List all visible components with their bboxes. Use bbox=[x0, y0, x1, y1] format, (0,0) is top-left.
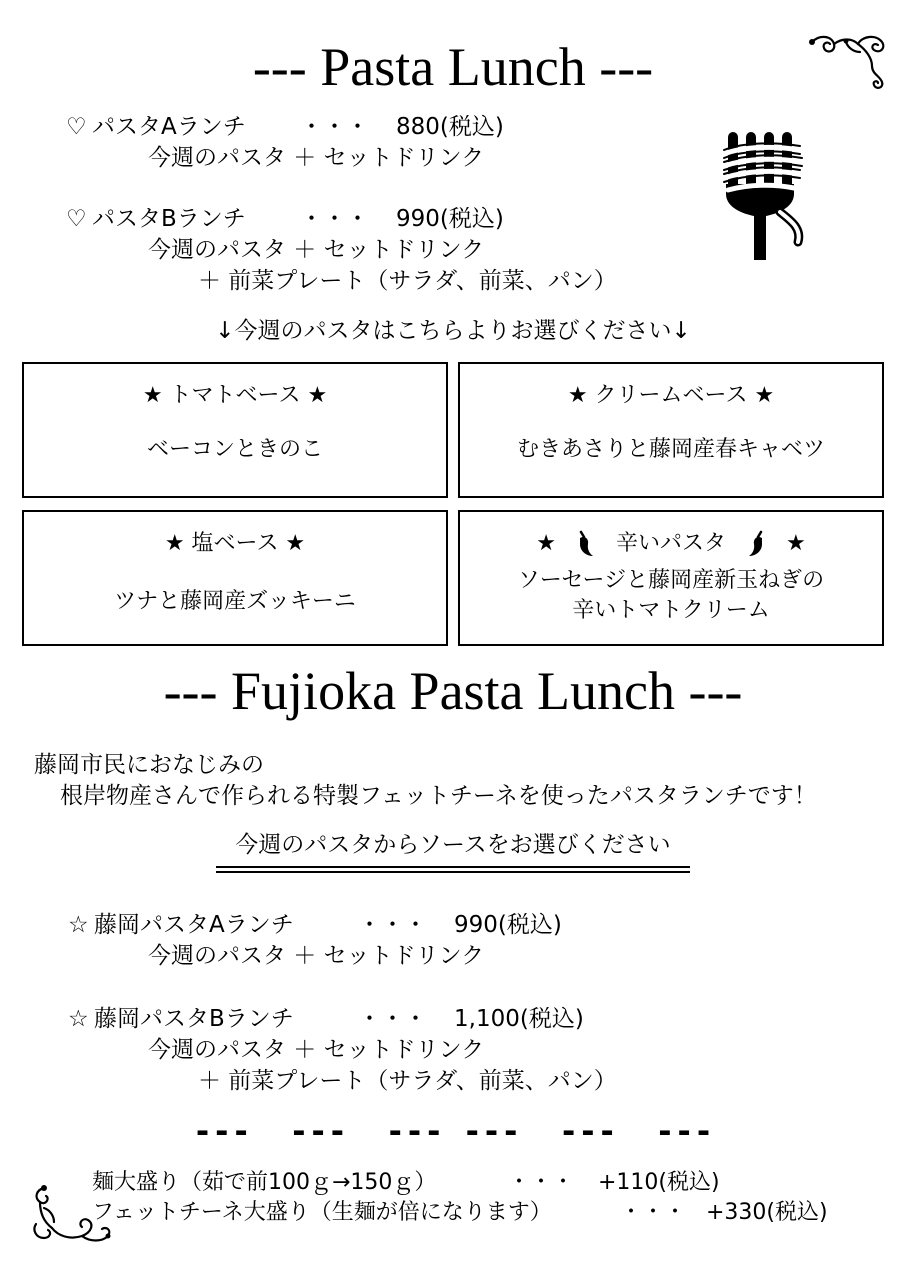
sauce-box-cream bbox=[458, 362, 884, 498]
section-divider: --- --- --- --- --- --- bbox=[192, 1112, 714, 1150]
extra-noodle-price: +110(税込) bbox=[598, 1170, 720, 1195]
item-detail-plate: ＋ 前菜プレート（サラダ、前菜、パン） bbox=[198, 268, 617, 294]
item-price: 990(税込) bbox=[454, 912, 562, 938]
item-detail: 今週のパスタ ＋ セットドリンク bbox=[148, 943, 485, 969]
item-name: 藤岡パスタAランチ bbox=[94, 912, 294, 938]
heart-icon: ♡ bbox=[66, 206, 87, 232]
item-price: 990(税込) bbox=[396, 206, 504, 232]
sauce-body: むきあさりと藤岡産春キャベツ bbox=[516, 437, 825, 462]
menu-item-fujioka-b bbox=[68, 1006, 294, 1034]
double-underline bbox=[216, 866, 690, 873]
star-outline-icon: ☆ bbox=[68, 1006, 89, 1032]
extra-fettuccine-price: +330(税込) bbox=[706, 1200, 828, 1225]
item-dots: ・・・ bbox=[300, 114, 369, 140]
sauce-body: ツナと藤岡産ズッキーニ bbox=[114, 589, 356, 614]
menu-item-pasta-a bbox=[66, 114, 246, 142]
item-dots: ・・・ bbox=[508, 1170, 575, 1195]
item-price: 880(税込) bbox=[396, 114, 504, 140]
item-name: 藤岡パスタBランチ bbox=[94, 1006, 294, 1032]
flourish-ornament-icon bbox=[30, 1184, 116, 1246]
item-dots: ・・・ bbox=[358, 1006, 427, 1032]
item-dots: ・・・ bbox=[620, 1200, 687, 1225]
chili-pepper-icon bbox=[575, 530, 597, 558]
heart-icon: ♡ bbox=[66, 114, 87, 140]
sauce-head-text: 辛いパスタ bbox=[615, 531, 726, 556]
item-detail: 今週のパスタ ＋ セットドリンク bbox=[148, 145, 485, 171]
item-price: 1,100(税込) bbox=[454, 1006, 584, 1032]
item-detail: 今週のパスタ ＋ セットドリンク bbox=[148, 237, 485, 263]
sauce-head bbox=[460, 526, 882, 558]
pasta-lunch-title: --- Pasta Lunch --- bbox=[252, 37, 654, 97]
menu-item-fujioka-a bbox=[68, 912, 294, 940]
sauce-box-salt bbox=[22, 510, 448, 646]
item-detail: 今週のパスタ ＋ セットドリンク bbox=[148, 1037, 485, 1063]
sauce-body: ソーセージと藤岡産新玉ねぎの bbox=[517, 568, 825, 593]
item-dots: ・・・ bbox=[358, 912, 427, 938]
sauce-body: ベーコンときのこ bbox=[146, 437, 323, 462]
fujioka-intro-2: 根岸物産さんで作られる特製フェットチーネを使ったパスタランチです！ bbox=[60, 783, 817, 809]
star-outline-icon: ☆ bbox=[68, 912, 89, 938]
item-dots: ・・・ bbox=[300, 206, 369, 232]
choose-note: ↓今週のパスタはこちらよりお選びください↓ bbox=[215, 318, 691, 344]
extra-noodle-label: 麺大盛り（茹で前100ｇ→150ｇ） bbox=[92, 1170, 437, 1195]
sauce-head: ★ 塩ベース ★ bbox=[164, 531, 306, 556]
sauce-head: ★ クリームベース ★ bbox=[567, 383, 775, 408]
sauce-body-line2: 辛いトマトクリーム bbox=[572, 597, 770, 623]
sauce-head: ★ トマトベース ★ bbox=[142, 383, 328, 408]
fork-with-pasta-icon bbox=[720, 128, 806, 262]
sauce-box-spicy bbox=[458, 510, 884, 646]
star-icon: ★ bbox=[536, 531, 556, 556]
chili-pepper-icon bbox=[745, 530, 767, 558]
menu-item-pasta-b bbox=[66, 206, 246, 234]
item-detail-plate: ＋ 前菜プレート（サラダ、前菜、パン） bbox=[198, 1068, 617, 1094]
sauce-box-tomato bbox=[22, 362, 448, 498]
fujioka-intro-1: 藤岡市民におなじみの bbox=[34, 752, 264, 778]
fujioka-title: --- Fujioka Pasta Lunch --- bbox=[163, 661, 743, 721]
item-name: パスタAランチ bbox=[92, 114, 246, 140]
extra-fettuccine-label: フェットチーネ大盛り（生麺が倍になります） bbox=[92, 1200, 552, 1225]
star-icon: ★ bbox=[786, 531, 806, 556]
fujioka-choose-note: 今週のパスタからソースをお選びください bbox=[235, 832, 671, 858]
item-name: パスタBランチ bbox=[92, 206, 246, 232]
